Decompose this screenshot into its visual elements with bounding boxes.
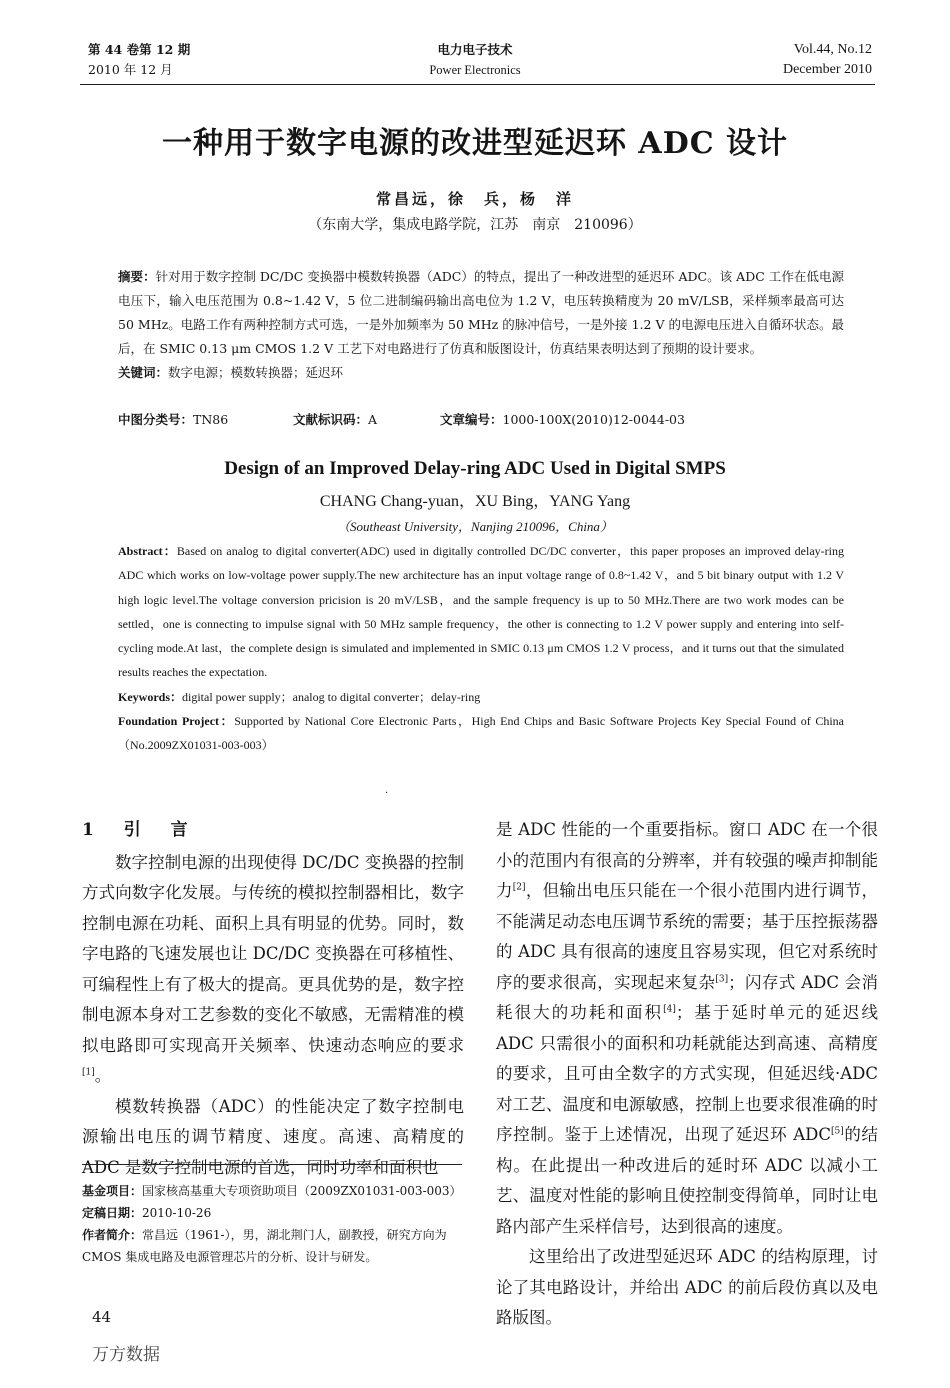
abstract-en-label: Abstract： <box>118 544 177 558</box>
authors-zh: 常昌远，徐 兵，杨 洋 <box>375 190 574 208</box>
paragraph: 模数转换器（ADC）的性能决定了数字控制电源输出电压的调节精度、速度。高速、高精度的 ADC 是数字控制电源的首选，同时功率和面积也 <box>82 1096 464 1177</box>
volume-zh: 第 44 卷第 12 期 <box>88 42 191 57</box>
body-column-right <box>496 815 878 1334</box>
authors-en: CHANG Chang-yuan，XU Bing，YANG Yang <box>319 493 631 510</box>
doc-code-label: 文献标识码： <box>293 412 369 427</box>
fund-text: 国家核高基重大专项资助项目（2009ZX01031-003-003） <box>142 1184 462 1198</box>
keywords-zh: 数字电源；模数转换器；延迟环 <box>168 365 344 380</box>
citation: [3] <box>715 974 729 984</box>
stray-dot: · <box>385 788 389 799</box>
paragraph <box>496 815 878 1242</box>
keywords-zh-label: 关键词： <box>118 365 169 380</box>
affiliation-en: （Southeast University，Nanjing 210096，China） <box>337 519 613 534</box>
watermark: 万方数据 <box>92 1345 160 1365</box>
citation: [4] <box>663 1004 676 1015</box>
paragraph-text: 是 ADC 性能的一个重要指标。窗口 ADC 在一个很小的范围内有很高的分辨率，并有较强的噪声抑制能力 <box>496 820 878 900</box>
doc-code-value: A <box>368 412 378 427</box>
keywords-en-label: Keywords： <box>118 689 182 704</box>
page-title: 一种用于数字电源的改进型延迟环 ADC 设计 <box>161 126 789 161</box>
clc-label: 中图分类号： <box>118 412 194 427</box>
author-bio: 常昌远（1961-），男，湖北荆门人，副教授，研究方向为 CMOS 集成电路及电源管理芯片的分析、设计与研发。 <box>82 1228 447 1264</box>
journal-zh: 电力电子技术 <box>437 42 513 57</box>
footnote <box>82 1180 464 1268</box>
foundation-label: Foundation Project： <box>118 714 235 729</box>
paragraph-text: ，但输出电压只能在一个很小范围内进行调节，不能满足动态电压调节系统的需要；基于压控振荡器的 ADC 具有很高的速度且容易实现，但它对系统时序的要求很高，实现起来复杂 <box>496 881 879 992</box>
paragraph-text: 。 <box>94 1066 112 1085</box>
paragraph <box>82 848 464 1092</box>
title-en: Design of an Improved Delay-ring ADC Used in Digital SMPS <box>224 458 726 479</box>
received-label: 定稿日期： <box>82 1206 143 1220</box>
footnote-rule <box>82 1164 462 1165</box>
article-no-label: 文章编号： <box>440 412 503 427</box>
abstract-en <box>118 539 844 758</box>
citation: [1] <box>82 1067 95 1078</box>
body-column-left <box>82 815 464 1183</box>
article-no-value: 1000-100X(2010)12-0044-03 <box>502 412 685 427</box>
journal-en: Power Electronics <box>429 63 521 77</box>
paragraph-text: 的结构。在此提出一种改进后的延时环 ADC 以减小工艺、温度对性能的影响且使控制变得简单，同时让电路内部产生采样信号，达到很高的速度。 <box>496 1125 879 1236</box>
fund-label: 基金项目： <box>82 1184 143 1198</box>
section-heading: 1 引 言 <box>82 820 200 840</box>
header-right <box>783 40 872 80</box>
abstract-en-text: Based on analog to digital converter(ADC) used in digitally controlled DC/DC converter，this paper proposes an improved delay-ring ADC which works on low-voltage power supply.The new architecture has an input voltage range of 0.8~1.42 V，and 5 bit binary output with 1.2 V high logic level.The voltage conversion pricision is 20 mV/LSB，and the sample frequency is up to 50 MHz.There are two work modes can be settled，one is connecting to impulse signal with 50 MHz sample frequency，the other is connecting to 1.2 V power supply and entering into self-cycling mode.At last，the complete design is simulated and implemented in SMIC 0.13 μm CMOS 1.2 V process，and it turns out that the simulated results reaches the expectation. <box>118 544 844 680</box>
paragraph-text: 数字控制电源的出现使得 DC/DC 变换器的控制方式向数字化发展。与传统的模拟控制器相比，数字控制电源在功耗、面积上具有明显的优势。同时，数字电路的飞速发展也让 DC/DC 变换器在可移植性、可编程性上有了极大的提高。更具优势的是，数字控制电源本身对工艺参数的变化不敏感，无需精准的模拟电路即可实现高开关频率、快速动态响应的要求 <box>82 852 464 1055</box>
abstract-zh <box>118 265 844 385</box>
volume-en: Vol.44, No.12 <box>793 42 872 57</box>
paragraph-text: ；基于延时单元的延迟线 ADC 只需很小的面积和功耗就能达到高速、高精度的要求，且可由全数字的方式实现，但延迟线·ADC 对工艺、温度和电源敏感，控制上也要求很准确的时序控制。鉴于上述情况，出现了延迟环 ADC <box>496 1003 879 1144</box>
keywords-en: digital power supply；analog to digital converter；delay-ring <box>182 689 481 704</box>
foundation-text: Supported by National Core Electronic Parts，High End Chips and Basic Software Projects Key Special Found of China（No.2009ZX01031-003-003） <box>118 714 844 753</box>
abstract-zh-text: 针对用于数字控制 DC/DC 变换器中模数转换器（ADC）的特点，提出了一种改进型的延迟环 ADC。该 ADC 工作在低电源电压下，输入电压范围为 0.8~1.42 V，5 位二进制编码输出高电位为 1.2 V，电压转换精度为 20 mV/LSB，采样频率最高可达 50 MHz。电路工作有两种控制方式可选，一是外加频率为 50 MHz 的脉冲信号，一是外接 1.2 V 的电源电压进入自循环状态。最后，在 SMIC 0.13 μm CMOS 1.2 V 工艺下对电路进行了仿真和版图设计，仿真结果表明达到了预期的设计要求。 <box>118 269 844 356</box>
citation: [2] <box>512 882 526 893</box>
citation: [5] <box>830 1126 844 1137</box>
header-rule <box>80 84 875 85</box>
paragraph-text: ；闪存式 ADC 会消耗很大的功耗和面积 <box>496 972 879 1022</box>
author-bio-label: 作者简介： <box>82 1228 143 1242</box>
page-number: 44 <box>92 1308 112 1326</box>
date-zh: 2010 年 12 月 <box>88 62 173 77</box>
affiliation-zh: （东南大学，集成电路学院，江苏 南京 210096） <box>308 217 642 233</box>
abstract-zh-label: 摘要： <box>118 269 156 284</box>
paragraph: 这里给出了改进型延迟环 ADC 的结构原理，讨论了其电路设计，并给出 ADC 的前后段仿真以及电路版图。 <box>496 1247 878 1327</box>
date-en: December 2010 <box>782 62 872 77</box>
clc-value: TN86 <box>193 412 229 427</box>
received-date: 2010-10-26 <box>142 1206 212 1220</box>
